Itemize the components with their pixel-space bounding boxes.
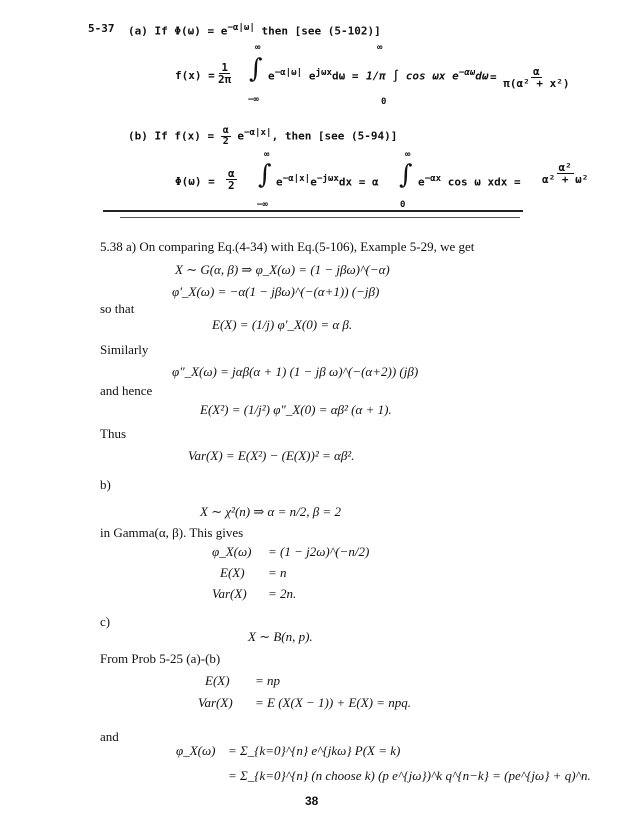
eq-binom-cf-closed: = Σ_{k=0}^{n} (n choose k) (p e^{jω})^k q^{n−k} = (pe^{jω} + q)^n. (228, 768, 591, 783)
eq-second-moment: E(X²) = (1/j²) φ″_X(0) = αβ² (α + 1). (200, 402, 392, 417)
eq-binom-mean-rhs: = np (255, 673, 281, 688)
phi-lower-limit: −∞ (257, 200, 268, 210)
text-in-gamma: in Gamma(α, β). This gives (100, 525, 244, 540)
eq-chi-cf-rhs: = (1 − j2ω)^(−n/2) (268, 544, 370, 559)
part-c-label: c) (100, 614, 111, 629)
eq-mean: E(X) = (1/j) φ′_X(0) = α β. (212, 317, 353, 332)
phi-cos: cos ω xdx = (447, 175, 521, 189)
phi-frac-num: α (228, 167, 235, 180)
fx-hand: 1/π ∫ cos ωx e (366, 69, 459, 83)
text-and-hence: and hence (100, 383, 153, 398)
fx-hand-exp: −αω (458, 67, 476, 78)
fx-body-exp: −α|ω| (274, 67, 303, 78)
phi-lower-limit-2: 0 (400, 200, 406, 210)
phi-body: e (276, 175, 283, 189)
phi-body2: e (310, 175, 317, 189)
fx-frac-den: 2π (218, 73, 232, 86)
p538-intro: 5.38 a) On comparing Eq.(4-34) with Eq.(5-106), Example 5-29, we get (100, 239, 475, 254)
eq-binomial: X ∼ B(n, p). (248, 629, 313, 644)
part-b-tail: , then [see (5-94)] (271, 129, 398, 143)
phi-integrand-2 (418, 174, 521, 188)
eq-chi-mean-lhs: E(X) (220, 565, 245, 580)
phi-upper-limit: ∞ (264, 150, 270, 160)
part-b-label: b) (100, 477, 111, 492)
fx-upper-limit: ∞ (255, 43, 261, 53)
fx-hand-upper-limit: ∞ (377, 43, 383, 53)
fx-fraction (218, 62, 231, 85)
fx-dw: dω (332, 69, 346, 83)
part-b-body-exp: −α|x| (244, 126, 272, 138)
text-similarly: Similarly (100, 342, 149, 357)
phi-eq: = α (358, 175, 379, 189)
fx-lhs: f(x) = (175, 69, 215, 82)
problem-label: 5-37 (88, 22, 115, 35)
eq-chi-var-lhs: Var(X) (212, 586, 247, 601)
part-a-tail: then [see (5-102)] (261, 24, 381, 38)
part-b-frac-num: α (222, 125, 229, 136)
eq-chi-cf-lhs: φ_X(ω) (212, 544, 252, 559)
fx-res-num: α (533, 65, 540, 78)
phi-body3-exp: −αx (424, 173, 442, 184)
eq-gamma-cf: X ∼ G(α, β) ⇒ φ_X(ω) = (1 − jβω)^(−α) (175, 262, 390, 277)
eq-chi-mean-rhs: = n (268, 565, 287, 580)
phi-result (542, 162, 588, 185)
eq-cf-derivative: φ′_X(ω) = −α(1 − jβω)^(−(α+1)) (−jβ) (172, 284, 380, 299)
fx-hand-dw: dω (475, 69, 489, 83)
fx-lower-limit: −∞ (248, 95, 259, 105)
part-a-statement (128, 23, 381, 37)
problem-number (88, 23, 115, 34)
eq-binom-cf-rhs: = Σ_{k=0}^{n} e^{jkω} P(X = k) (228, 743, 401, 758)
phi-body2-exp: −jωx (316, 173, 339, 184)
fx-result: = $\frac{\alpha}{\text{π(α² + x²)}}$ (490, 65, 570, 90)
eq-chi-square: X ∼ χ²(n) ⇒ α = n/2, β = 2 (200, 504, 341, 519)
fx-handwritten-step (366, 68, 489, 82)
eq-binom-cf-lhs: φ_X(ω) (176, 743, 216, 758)
part-a-exp: −α|ω| (227, 22, 255, 33)
text-from-prob: From Prob 5-25 (a)-(b) (100, 651, 221, 666)
fx-body2: e (302, 69, 316, 83)
fx-hand-lower-limit: 0 (381, 97, 387, 107)
phi-dx: dx (338, 175, 353, 189)
text-thus: Thus (100, 426, 126, 441)
fx-integrand (268, 68, 359, 82)
fx-body2-exp: jωx (315, 67, 332, 78)
text-so-that: so that (100, 301, 135, 316)
eq-chi-var-rhs: = 2n. (268, 586, 297, 601)
eq-binom-var-lhs: Var(X) (198, 695, 233, 710)
fx-frac-num: 1 (221, 61, 228, 74)
fx-integral-sign: ∫ (249, 54, 263, 84)
eq-cf-second-derivative: φ″_X(ω) = jαβ(α + 1) (1 − jβ ω)^(−(α+2)) (jβ) (172, 364, 419, 379)
phi-upper-limit-2: ∞ (405, 150, 411, 160)
part-b-statement (128, 126, 397, 147)
eq-binom-var-rhs: = E (X(X − 1)) + E(X) = npq. (255, 695, 412, 710)
section-divider-thin (120, 217, 520, 218)
phi-res-den: α² + ω² (542, 173, 589, 186)
phi-body-exp: −α|x| (282, 173, 311, 184)
part-b-head: (b) If f(x) = (128, 129, 215, 143)
eq-variance-gamma: Var(X) = E(X²) − (E(X))² = αβ². (188, 448, 355, 463)
page-number: 38 (305, 794, 319, 808)
phi-integrand (276, 174, 379, 188)
section-divider (103, 210, 523, 212)
phi-integral-sign-2: ∫ (399, 160, 413, 190)
eq-binom-mean-lhs: E(X) (205, 673, 230, 688)
phi-res-num: α² (558, 161, 572, 174)
phi-body3: e (418, 175, 425, 189)
phi-integral-sign: ∫ (258, 160, 272, 190)
fx-eq: = (351, 69, 359, 83)
text-and: and (100, 729, 119, 744)
phi-frac-den: 2 (228, 179, 235, 192)
fx-body: e (268, 69, 275, 83)
phi-lhs: Φ(ω) = (175, 175, 215, 188)
part-a-head: (a) If Φ(ω) = e (128, 24, 228, 38)
part-b-frac-den: 2 (222, 136, 229, 147)
phi-fraction (226, 168, 237, 191)
fx-res-den: π(α² + x²) (503, 77, 570, 90)
part-b-body: e (237, 129, 244, 143)
